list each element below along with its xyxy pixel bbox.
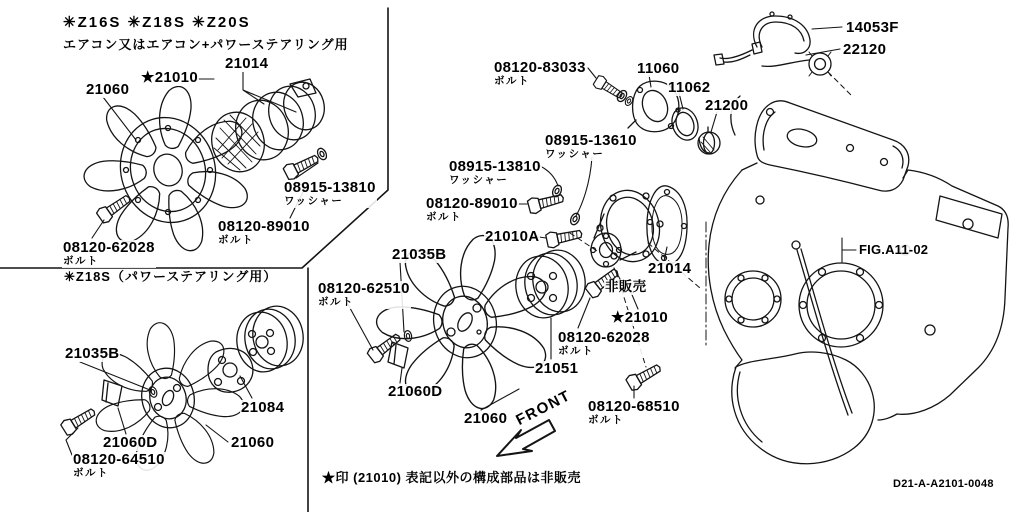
part-label-21010a: 21010A	[485, 228, 540, 245]
document-code: D21-A-A2101-0048	[893, 478, 994, 490]
part-label-bolt-89010-mid	[425, 196, 519, 224]
label-not-sold: 非販売	[605, 279, 647, 294]
water-pump-21010	[591, 184, 667, 268]
part-number: 08120-68510	[588, 398, 680, 415]
part-label-bolt-62510	[317, 281, 411, 309]
part-label-washer-13810-tl	[283, 180, 377, 208]
part-label-21051: 21051	[535, 360, 579, 377]
front-direction-label: FRONT	[513, 386, 574, 429]
section-title-models: ✳Z16S ✳Z18S ✳Z20S	[63, 14, 251, 31]
part-label-washer-13810-mid	[448, 159, 542, 187]
part-label-bolt-68510	[587, 399, 681, 427]
part-label-bolt-62028-tl	[62, 240, 156, 268]
part-label-21010-tl: ★21010	[141, 69, 198, 86]
part-number: 08120-89010	[426, 195, 518, 212]
part-kind: ボルト	[218, 234, 254, 247]
part-number: 08915-13810	[284, 179, 376, 196]
part-label-21060d-bl: 21060D	[103, 434, 158, 451]
part-label-21060-tl: 21060	[86, 81, 130, 98]
washer-13610-middle	[569, 212, 581, 226]
part-kind: ワッシャー	[284, 195, 344, 208]
part-label-bolt-83033	[493, 60, 587, 88]
part-label-bolt-89010-tl	[217, 219, 311, 247]
sensor-22120	[762, 52, 831, 76]
part-number: 08120-64510	[73, 451, 165, 468]
part-kind: ボルト	[588, 414, 624, 427]
part-kind: ボルト	[318, 296, 354, 309]
section-title-power-steering: ✳Z18S（パワーステアリング用）	[64, 269, 278, 284]
fan-spacer-bottomleft	[102, 380, 122, 406]
part-number: 08120-62028	[558, 329, 650, 346]
part-label-21014-tl: 21014	[225, 55, 269, 72]
engine-block	[708, 96, 1008, 464]
figure-reference: FIG.A11-02	[859, 242, 929, 257]
part-number: 08120-83033	[494, 59, 586, 76]
part-number: 08915-13610	[545, 132, 637, 149]
bolt-64510-bottomleft	[60, 404, 99, 436]
part-label-21010-mid: ★21010	[611, 309, 668, 326]
part-label-21035b-mid: 21035B	[392, 246, 447, 263]
part-label-bolt-64510-bl	[72, 452, 166, 480]
bolt-68510	[625, 360, 664, 392]
part-label-21035b-bl: 21035B	[65, 345, 120, 362]
part-label-21060-bl: 21060	[231, 434, 275, 451]
footnote: ★印 (21010) 表記以外の構成部品は非販売	[322, 470, 582, 485]
harness-14053f	[714, 12, 810, 65]
part-kind: ワッシャー	[545, 148, 605, 161]
bracket-21084	[208, 348, 253, 392]
part-label-14053f: 14053F	[846, 19, 899, 36]
section-subtitle-aircon: エアコン又はエアコン+パワーステアリング用	[63, 37, 349, 52]
part-kind: ボルト	[426, 211, 462, 224]
part-label-washer-13610	[544, 133, 638, 161]
part-label-bolt-62028-mid	[557, 330, 651, 358]
part-number: 08915-13810	[449, 158, 541, 175]
thermostat-21200	[698, 127, 720, 154]
compressor-assembly-topleft	[205, 78, 329, 178]
bolt-21010a	[545, 226, 583, 249]
part-label-11062: 11062	[668, 79, 711, 96]
part-label-22120: 22120	[843, 41, 887, 58]
part-kind: ボルト	[558, 345, 594, 358]
part-label-21084-bl: 21084	[241, 399, 285, 416]
fan-spacer-middle	[388, 342, 408, 368]
part-kind: ワッシャー	[449, 174, 509, 187]
part-number: 08120-89010	[218, 218, 310, 235]
part-kind: ボルト	[63, 255, 99, 268]
part-kind: ボルト	[73, 467, 109, 480]
bolt-89010-topleft	[282, 151, 321, 181]
pulley-bottomleft	[232, 302, 308, 376]
part-number: 08120-62028	[63, 239, 155, 256]
part-label-21200: 21200	[705, 97, 749, 114]
part-label-21060d-mid: 21060D	[388, 383, 443, 400]
part-label-11060: 11060	[637, 60, 680, 77]
part-number: 08120-62510	[318, 280, 410, 297]
part-label-21014-mid: 21014	[648, 260, 692, 277]
washer-21035b-middle	[404, 330, 413, 342]
part-label-21060-mid: 21060	[464, 410, 508, 427]
part-kind: ボルト	[494, 75, 530, 88]
